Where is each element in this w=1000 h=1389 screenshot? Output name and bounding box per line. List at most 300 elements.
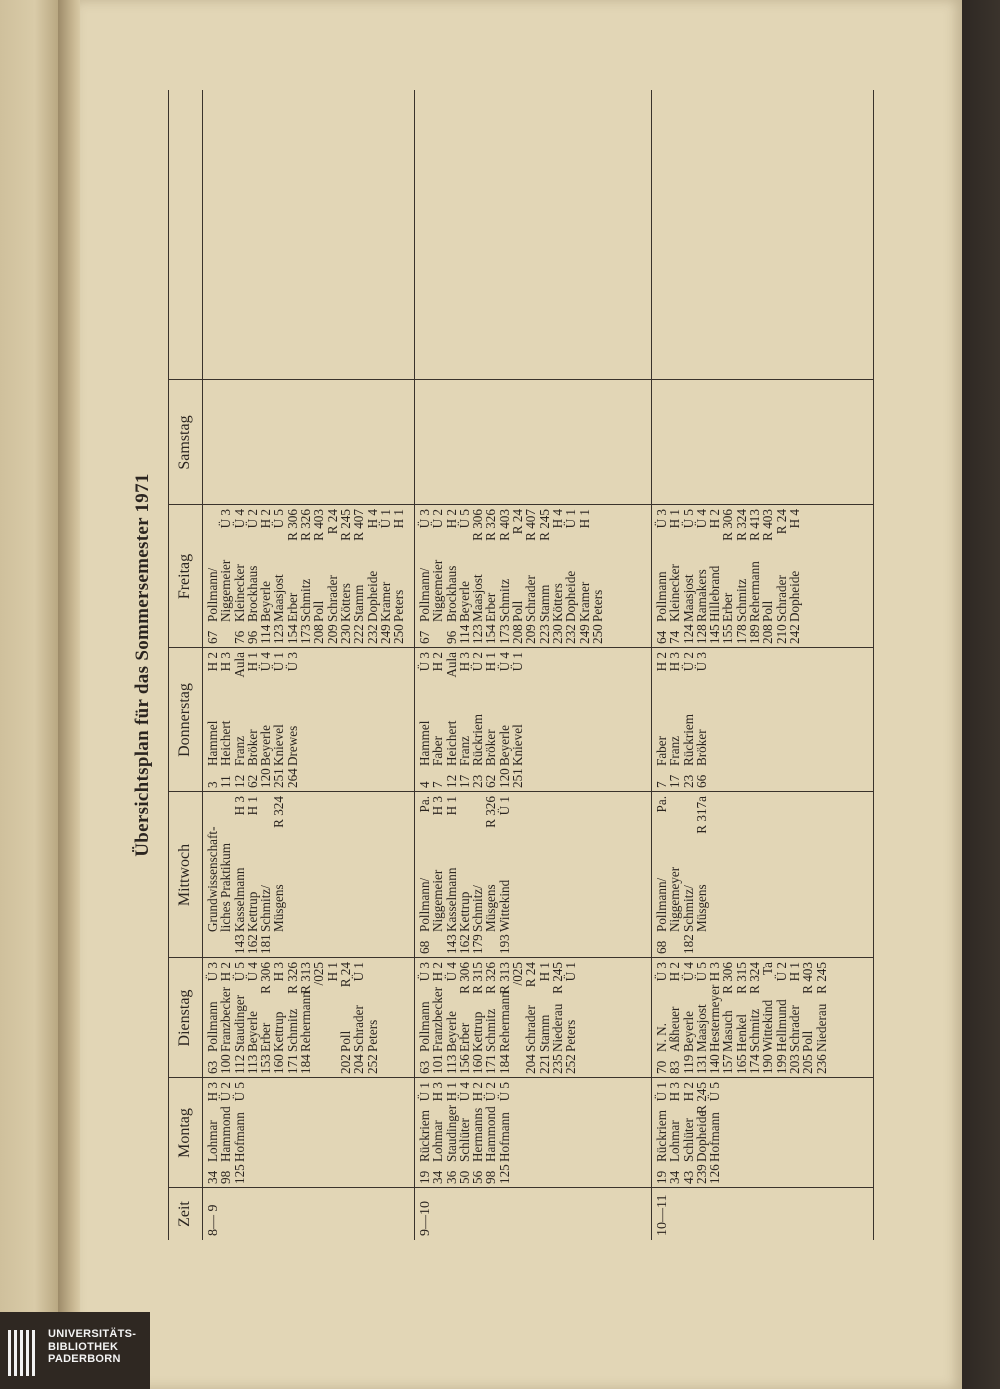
lecturer-name: Lohmar <box>430 1120 446 1162</box>
course-entry <box>668 962 681 1074</box>
course-number: 242 <box>786 624 802 644</box>
room: Ü 4 <box>693 509 709 529</box>
course-entry <box>721 509 734 644</box>
column-rule <box>168 957 873 958</box>
course-entry <box>682 1082 695 1184</box>
course-entry <box>206 796 219 954</box>
course-number: 249 <box>377 624 393 644</box>
course-number: 153 <box>258 1054 274 1074</box>
course-entry <box>708 962 721 1074</box>
room: R 407 <box>351 509 367 541</box>
course-number: 126 <box>707 1164 723 1184</box>
row-rule <box>202 90 203 1240</box>
room: H 3 <box>667 1082 683 1102</box>
course-number: 235 <box>549 1054 565 1074</box>
lecturer-name: Schlüter <box>680 1118 696 1162</box>
lecturer-name: Schmitz <box>483 1008 499 1052</box>
course-entry <box>682 509 695 644</box>
room: H 1 <box>443 1082 459 1102</box>
course-number: 123 <box>271 624 287 644</box>
lecturer-name: Beyerle <box>258 580 274 622</box>
course-entry <box>471 796 484 954</box>
room: H 2 <box>654 652 669 672</box>
room: H 3 <box>205 1082 220 1102</box>
course-entry <box>431 962 444 1074</box>
room: H 2 <box>430 652 446 672</box>
room: Ü 1 <box>563 509 579 529</box>
course-number: 178 <box>733 624 749 644</box>
room: R 326 <box>483 796 499 828</box>
room: Ü 1 <box>377 509 393 529</box>
course-entry <box>695 1082 708 1184</box>
room: Ü 3 <box>654 962 669 982</box>
course-entry <box>299 509 312 644</box>
course-entry <box>418 1082 431 1184</box>
lecturer-name: Brockhaus <box>443 565 459 622</box>
lecturer-name: Faber <box>654 735 669 766</box>
lecturer-name: Henkel <box>733 1013 749 1052</box>
course-number: 204 <box>523 1054 539 1074</box>
course-entry <box>761 962 774 1074</box>
cell-montag <box>206 1082 246 1184</box>
column-rule <box>168 791 873 792</box>
room: R 403 <box>311 509 327 541</box>
course-number: 112 <box>231 1054 247 1074</box>
room: Ü 1 <box>563 962 579 982</box>
room: H 1 <box>443 796 459 816</box>
room: H 1 <box>576 509 592 529</box>
room: H 4 <box>786 509 802 529</box>
lecturer-name: Beyerle <box>443 1010 459 1052</box>
room: R 324 <box>733 509 749 541</box>
course-entry <box>471 962 484 1074</box>
course-number: 162 <box>244 934 260 954</box>
cell-freitag <box>418 509 604 644</box>
course-number: 165 <box>733 1054 749 1074</box>
course-number: 222 <box>351 624 367 644</box>
course-entry <box>326 509 339 644</box>
course-number: 154 <box>284 624 300 644</box>
course-number: 184 <box>496 1054 512 1074</box>
lecturer-name: Kettrup <box>470 1011 486 1052</box>
course-entry <box>299 962 312 1074</box>
course-number: 230 <box>337 624 353 644</box>
room: R 245 <box>536 509 552 541</box>
lecturer-name: Masuch <box>720 1010 736 1052</box>
course-number: 101 <box>430 1054 446 1074</box>
course-number: 23 <box>470 774 486 788</box>
lecturer-name: Dopheide <box>563 570 579 622</box>
course-entry <box>511 962 524 1074</box>
room: R 245 <box>813 962 829 994</box>
course-number: 120 <box>496 768 512 788</box>
logo-line-1: UNIVERSITÄTS- <box>48 1328 137 1340</box>
course-number: 17 <box>456 774 472 788</box>
course-number: 182 <box>680 934 696 954</box>
course-entry <box>233 1082 246 1184</box>
course-entry <box>484 652 497 788</box>
course-entry <box>458 796 471 954</box>
room: Ü 3 <box>417 509 432 529</box>
room: Ü 5 <box>496 1082 512 1102</box>
course-entry <box>498 1082 511 1184</box>
room: H 1 <box>244 652 260 672</box>
lecturer-name: Schrader <box>773 575 789 622</box>
course-entry <box>206 1082 219 1184</box>
cell-donnerstag <box>206 652 299 788</box>
lecturer-name: Poll <box>510 600 526 622</box>
course-number: 221 <box>536 1054 552 1074</box>
course-entry <box>655 796 668 954</box>
room: Ü 1 <box>496 796 512 816</box>
lecturer-name: Poll <box>800 1030 816 1052</box>
course-entry <box>219 509 232 644</box>
room: R 315 <box>733 962 749 994</box>
course-number: 124 <box>680 624 696 644</box>
header-dienstag: Dienstag <box>176 989 193 1047</box>
lecturer-name: Rehermann <box>298 991 314 1052</box>
room: Ü 1 <box>654 1082 669 1102</box>
room: Ü 2 <box>483 1082 499 1102</box>
course-entry <box>668 652 681 788</box>
cell-donnerstag <box>418 652 524 788</box>
course-entry <box>259 509 272 644</box>
lecturer-name: Bröker <box>483 729 499 766</box>
lecturer-name: Erber <box>284 592 300 622</box>
course-number: 157 <box>720 1054 736 1074</box>
course-entry <box>458 509 471 644</box>
room: /025 <box>311 962 327 986</box>
course-number: 208 <box>311 624 327 644</box>
room: R 413 <box>747 509 763 541</box>
course-number: 119 <box>680 1054 696 1074</box>
lecturer-name: Rückriem <box>654 1109 669 1162</box>
course-number: 74 <box>667 630 683 644</box>
course-entry <box>431 796 444 954</box>
lecturer-name: Niggemeier <box>430 559 446 622</box>
time-slot: 8— 9 <box>206 1204 221 1236</box>
lecturer-name: Schmitz <box>284 1008 300 1052</box>
course-number: 83 <box>667 1060 683 1074</box>
lecturer-name: Franzbecker <box>430 986 446 1052</box>
course-number: 208 <box>510 624 526 644</box>
room: R 326 <box>483 509 499 541</box>
course-entry <box>748 509 761 644</box>
course-number: 145 <box>707 624 723 644</box>
room: Ü 3 <box>417 962 432 982</box>
course-entry <box>233 796 246 954</box>
lecturer-name: Hammond <box>218 1106 234 1162</box>
lecturer-name: Schmitz/ <box>258 885 274 932</box>
course-entry <box>458 652 471 788</box>
lecturer-name: Franz <box>667 735 683 766</box>
course-entry <box>418 796 431 954</box>
room: Ü 5 <box>271 509 287 529</box>
course-entry <box>445 509 458 644</box>
course-entry <box>775 509 788 644</box>
lecturer-name: Rückriem <box>680 713 696 766</box>
lecturer-name: Ramakers <box>693 569 709 622</box>
course-number: 64 <box>654 630 669 644</box>
room: Ü 5 <box>693 962 709 982</box>
room: H 3 <box>430 1082 446 1102</box>
course-entry <box>431 1082 444 1184</box>
course-entry <box>246 796 259 954</box>
course-number: 184 <box>298 1054 314 1074</box>
room: Ta <box>760 962 776 975</box>
room: Ü 5 <box>707 1082 723 1102</box>
cell-mittwoch <box>418 796 511 954</box>
room: Ü 5 <box>231 962 247 982</box>
course-number: 7 <box>430 781 446 788</box>
room: H 2 <box>430 962 446 982</box>
course-number: 143 <box>443 934 459 954</box>
lecturer-name: Niggemeier <box>430 869 446 932</box>
course-entry <box>655 962 668 1074</box>
lecturer-name: Staudinger <box>231 994 247 1052</box>
row-rule <box>873 90 874 1240</box>
lecturer-name: Beyerle <box>680 1010 696 1052</box>
room: H 2 <box>707 509 723 529</box>
cell-mittwoch <box>206 796 286 954</box>
room: Pa. <box>417 796 432 813</box>
course-entry <box>272 796 285 954</box>
course-number: 113 <box>443 1054 459 1074</box>
room: H 3 <box>271 962 287 982</box>
room: Ü 3 <box>417 652 432 672</box>
lecturer-name: Niederau <box>813 1003 829 1052</box>
header-zeit: Zeit <box>176 1201 193 1227</box>
course-number: 205 <box>800 1054 816 1074</box>
lecturer-name: Beyerle <box>244 1010 260 1052</box>
room: Ü 2 <box>680 652 696 672</box>
course-number: 249 <box>576 624 592 644</box>
course-number: 12 <box>443 774 459 788</box>
room: R 24 <box>510 509 526 535</box>
room: R 326 <box>298 509 314 541</box>
schedule-rotated <box>120 90 880 1240</box>
room: R 245 <box>549 962 565 994</box>
course-number: 251 <box>271 768 287 788</box>
room: H 1 <box>391 509 407 529</box>
room: Ü 5 <box>456 509 472 529</box>
course-number: 204 <box>351 1054 367 1074</box>
course-number: 23 <box>680 774 696 788</box>
course-entry <box>655 652 668 788</box>
course-entry <box>538 962 551 1074</box>
course-number: 67 <box>205 630 220 644</box>
room: Ü 2 <box>773 962 789 982</box>
course-entry <box>801 962 814 1074</box>
lecturer-name: Erber <box>258 1022 274 1052</box>
lecturer-name: Maasjost <box>271 574 287 622</box>
course-entry <box>339 962 352 1074</box>
course-number: 223 <box>536 624 552 644</box>
cell-freitag <box>206 509 405 644</box>
room: H 2 <box>205 652 220 672</box>
course-number: 56 <box>470 1170 486 1184</box>
lecturer-name: Kramer <box>377 581 393 622</box>
course-entry <box>788 509 801 644</box>
course-number: 70 <box>654 1060 669 1074</box>
course-number: 34 <box>430 1170 446 1184</box>
lecturer-name: Kleinecker <box>231 564 247 622</box>
course-entry <box>445 1082 458 1184</box>
room: R 306 <box>284 509 300 541</box>
room: Ü 3 <box>284 652 300 672</box>
room: H 3 <box>430 796 446 816</box>
cell-freitag <box>655 509 801 644</box>
course-entry <box>484 796 497 954</box>
lecturer-name: Hillebrand <box>707 565 723 622</box>
lecturer-name: Kleinecker <box>667 564 683 622</box>
lecturer-name: Knievel <box>271 724 287 766</box>
lecturer-name: Rückriem <box>417 1109 432 1162</box>
column-rule <box>168 379 873 380</box>
room: R 313 <box>298 962 314 994</box>
lecturer-name: Drewes <box>284 725 300 766</box>
cell-montag <box>418 1082 511 1184</box>
lecturer-name: Pollmann/ <box>417 877 432 932</box>
course-number: 173 <box>298 624 314 644</box>
course-entry <box>219 652 232 788</box>
logo-line-2: BIBLIOTHEK <box>48 1340 119 1353</box>
lecturer-name: Hofmann <box>231 1112 247 1162</box>
lecturer-name: Rehermann <box>496 991 512 1052</box>
course-number: 19 <box>654 1170 669 1184</box>
room: Ü 1 <box>510 652 526 672</box>
course-number: 123 <box>470 624 486 644</box>
room: R 313 <box>496 962 512 994</box>
course-number: 36 <box>443 1170 459 1184</box>
course-number: 250 <box>589 624 605 644</box>
course-number: 251 <box>510 768 526 788</box>
lecturer-name: Kettrup <box>456 891 472 932</box>
lecturer-name: Peters <box>589 589 605 622</box>
course-number: 114 <box>258 624 274 644</box>
room: Ü 4 <box>456 1082 472 1102</box>
room: Aula <box>443 652 459 678</box>
room: R 306 <box>720 509 736 541</box>
course-entry <box>524 962 537 1074</box>
lecturer-name: Schmitz <box>733 578 749 622</box>
course-number: 189 <box>747 624 763 644</box>
course-number: 154 <box>483 624 499 644</box>
room: Ü 4 <box>443 962 459 982</box>
course-entry <box>366 509 379 644</box>
lecturer-name: Erber <box>720 592 736 622</box>
course-entry <box>655 1082 668 1184</box>
lecturer-name: Niggemeier <box>218 559 234 622</box>
course-number: 232 <box>364 624 380 644</box>
lecturer-name: Maasjost <box>470 574 486 622</box>
course-entry <box>219 962 232 1074</box>
course-entry <box>418 962 431 1074</box>
course-number: 125 <box>496 1164 512 1184</box>
course-number: 12 <box>231 774 247 788</box>
course-entry <box>379 509 392 644</box>
lecturer-name: Kötters <box>337 583 353 622</box>
lecturer-name: Pollmann/ <box>205 567 220 622</box>
room: Ü 3 <box>205 962 220 982</box>
lecturer-name: Schrader <box>523 575 539 622</box>
room: Ü 4 <box>258 652 274 672</box>
course-number: 264 <box>284 768 300 788</box>
lecturer-name: N. N. <box>654 1023 669 1052</box>
room: H 3 <box>218 652 234 672</box>
room: Ü 1 <box>417 1082 432 1102</box>
course-entry <box>775 962 788 1074</box>
course-number: 173 <box>496 624 512 644</box>
course-number: 143 <box>231 934 247 954</box>
room: Ü 4 <box>244 962 260 982</box>
course-number: 209 <box>324 624 340 644</box>
room: R 403 <box>760 509 776 541</box>
course-number: 96 <box>443 630 459 644</box>
course-entry <box>761 509 774 644</box>
lecturer-name: Niggemeyer <box>667 866 683 932</box>
course-entry <box>498 962 511 1074</box>
room: Ü 2 <box>244 509 260 529</box>
course-entry <box>206 652 219 788</box>
course-number: 209 <box>523 624 539 644</box>
course-entry <box>682 796 695 954</box>
course-entry <box>246 509 259 644</box>
course-entry <box>445 652 458 788</box>
course-entry <box>445 796 458 954</box>
room: H 1 <box>324 962 340 982</box>
course-entry <box>668 1082 681 1184</box>
course-number: 193 <box>496 934 512 954</box>
course-entry <box>471 509 484 644</box>
lecturer-name: Schmitz/ <box>470 885 486 932</box>
lecturer-name: Kettrup <box>271 1011 287 1052</box>
room: H 1 <box>536 962 552 982</box>
course-entry <box>352 509 365 644</box>
column-rule <box>168 1187 873 1188</box>
room: H 2 <box>218 962 234 982</box>
course-entry <box>721 962 734 1074</box>
course-entry <box>246 652 259 788</box>
course-entry <box>498 509 511 644</box>
lecturer-name: Faber <box>430 735 446 766</box>
time-slot: 10—11 <box>655 1194 670 1236</box>
room: H 2 <box>258 509 274 529</box>
course-number: 125 <box>231 1164 247 1184</box>
lecturer-name: Beyerle <box>258 724 274 766</box>
course-entry <box>219 796 232 954</box>
room: R 324 <box>271 796 287 828</box>
course-entry <box>735 509 748 644</box>
room: R 306 <box>720 962 736 994</box>
course-entry <box>272 962 285 1074</box>
room: Ü 2 <box>470 652 486 672</box>
lecturer-name: Maasjost <box>693 1004 709 1052</box>
course-entry <box>458 1082 471 1184</box>
lecturer-name: Wittekind <box>760 999 776 1052</box>
lecturer-name: Rückriem <box>470 713 486 766</box>
room: R 403 <box>800 962 816 994</box>
lecturer-name: Lohmar <box>667 1120 683 1162</box>
course-number: 162 <box>456 934 472 954</box>
course-entry <box>564 509 577 644</box>
course-entry <box>682 962 695 1074</box>
lecturer-name: Aßheuer <box>667 1006 683 1052</box>
course-number: 17 <box>667 774 683 788</box>
lecturer-name: Kramer <box>576 581 592 622</box>
column-rule <box>168 1077 873 1078</box>
course-entry <box>312 962 325 1074</box>
